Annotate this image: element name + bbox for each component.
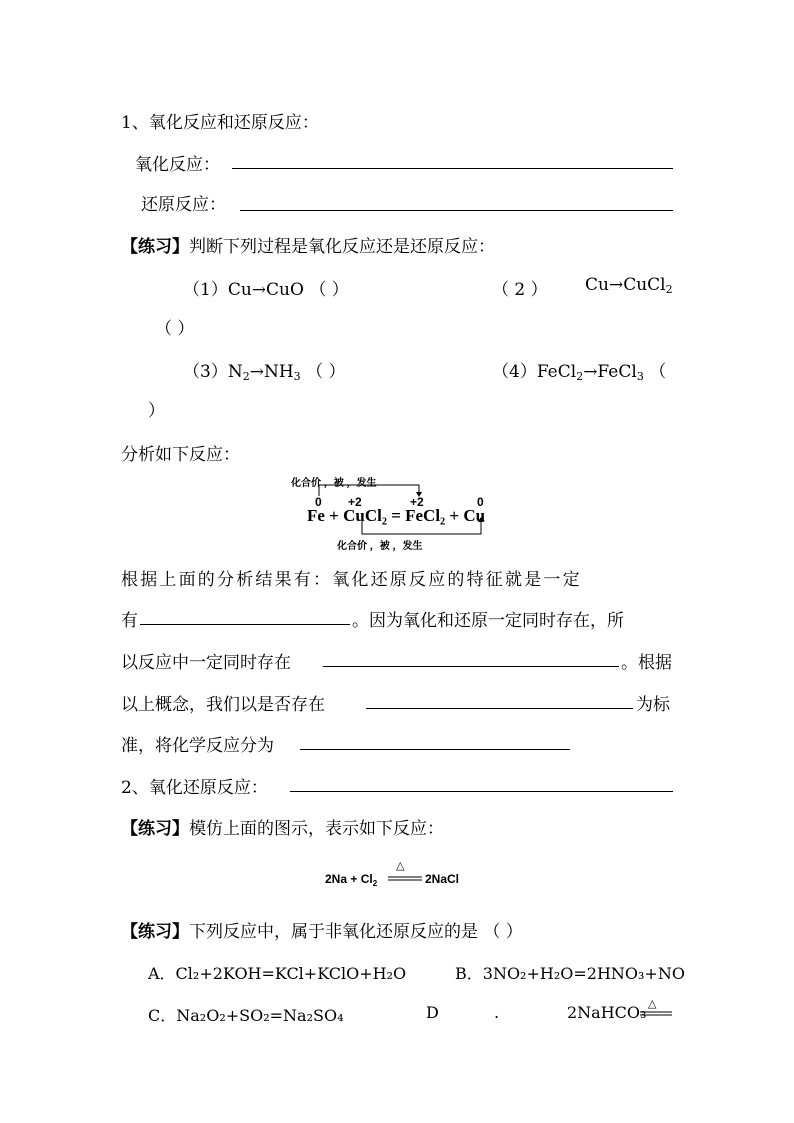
exercise2-text: 模仿上面的图示，表示如下反应： <box>189 819 444 839</box>
section2-title: 2、氧化还原反应： <box>121 778 268 798</box>
option-b[interactable]: B．3NO₂+H₂O=2HNO₃+NO <box>455 964 685 983</box>
cu-left-valence: +2 <box>348 495 362 509</box>
exercise2-equation <box>325 862 485 892</box>
exercise2-prefix: 【练习】 <box>121 819 189 839</box>
diagram-top-label: 化合价 ，被 ，发生 <box>291 478 377 489</box>
option-d-letter[interactable]: D <box>426 1003 439 1022</box>
blank-simultaneous[interactable] <box>323 666 619 667</box>
analysis-title: 分析如下反应： <box>121 445 240 465</box>
redox-blank-line[interactable] <box>290 791 673 792</box>
paragraph-line5: 准，将化学反应分为 <box>121 736 274 756</box>
exercise1-item2-paren: （ ） <box>155 319 195 339</box>
cu-right-valence: 0 <box>477 495 484 509</box>
fe-left-valence: 0 <box>315 495 322 509</box>
option-a[interactable]: A．Cl₂+2KOH=KCl+KClO+H₂O <box>148 964 407 983</box>
option-c[interactable]: C．Na₂O₂+SO₂=Na₂SO₄ <box>148 1006 344 1025</box>
exercise1-item3: $(3)N_2\to NH_3$ （ ） <box>183 362 346 383</box>
exercise1-prefix: 【练习】 <box>121 237 189 257</box>
paragraph-line1: 根据上面的分析结果有：氧化还原反应的特征就是一定 <box>121 570 582 590</box>
reduction-label: 还原反应： <box>141 195 226 215</box>
option-d-double-line <box>640 1011 672 1017</box>
oxidation-label: 氧化反应： <box>135 155 220 175</box>
exercise1 <box>121 232 495 257</box>
reduction-blank-line[interactable] <box>240 210 673 211</box>
paragraph-line2b: 。因为氧化和还原一定同时存在，所 <box>352 611 624 631</box>
exercise1-text: 判断下列过程是氧化反应还是还原反应： <box>189 237 495 257</box>
blank-criterion[interactable] <box>366 708 633 709</box>
exercise1-item1: （1）Cu→CuO （ ） <box>183 280 349 300</box>
diagram-bottom-label: 化合价 ，被 ，发生 <box>337 541 423 552</box>
exercise1-item4-close: ） <box>148 401 165 421</box>
exercise3-text: 下列反应中，属于非氧化还原反应的是 （ ） <box>189 922 523 942</box>
reaction-diagram <box>285 470 515 552</box>
eq-right: 2NaCl <box>425 872 460 886</box>
exercise2 <box>121 814 444 839</box>
paragraph-line4b: 为标 <box>636 695 670 715</box>
exercise1-item2-formula: Cu→CuCl$_2$ <box>585 275 673 296</box>
exercise1-item2-num: （ 2 ） <box>492 280 548 300</box>
section1-title: 1、氧化反应和还原反应： <box>121 113 319 133</box>
paragraph-line3b: 。根据 <box>621 653 672 673</box>
paragraph-line2: 有 <box>121 611 138 631</box>
option-d-condition: △ <box>648 998 657 1010</box>
exercise3 <box>121 917 523 942</box>
eq-left: $2Na + Cl_2$ <box>325 872 378 888</box>
oxidation-blank-line[interactable] <box>232 168 673 169</box>
eq-condition: △ <box>396 860 405 872</box>
blank-classification[interactable] <box>300 749 570 750</box>
paragraph-line4: 以上概念，我们以是否存在 <box>121 695 325 715</box>
fe-right-valence: +2 <box>410 495 424 509</box>
diagram-equation: Fe + CuCl₂ = FeCl₂ + Cu <box>307 506 486 525</box>
paragraph-line3: 以反应中一定同时存在 <box>121 653 291 673</box>
option-d-formula[interactable]: 2NaHCO₃ <box>567 1003 647 1022</box>
exercise3-prefix: 【练习】 <box>121 922 189 942</box>
option-d-dot: . <box>494 1003 500 1022</box>
exercise1-item4: （4）FeCl$_2$→FeCl$_3$ （ <box>492 362 667 383</box>
eq-double-line <box>388 876 422 882</box>
blank-feature[interactable] <box>140 624 350 625</box>
